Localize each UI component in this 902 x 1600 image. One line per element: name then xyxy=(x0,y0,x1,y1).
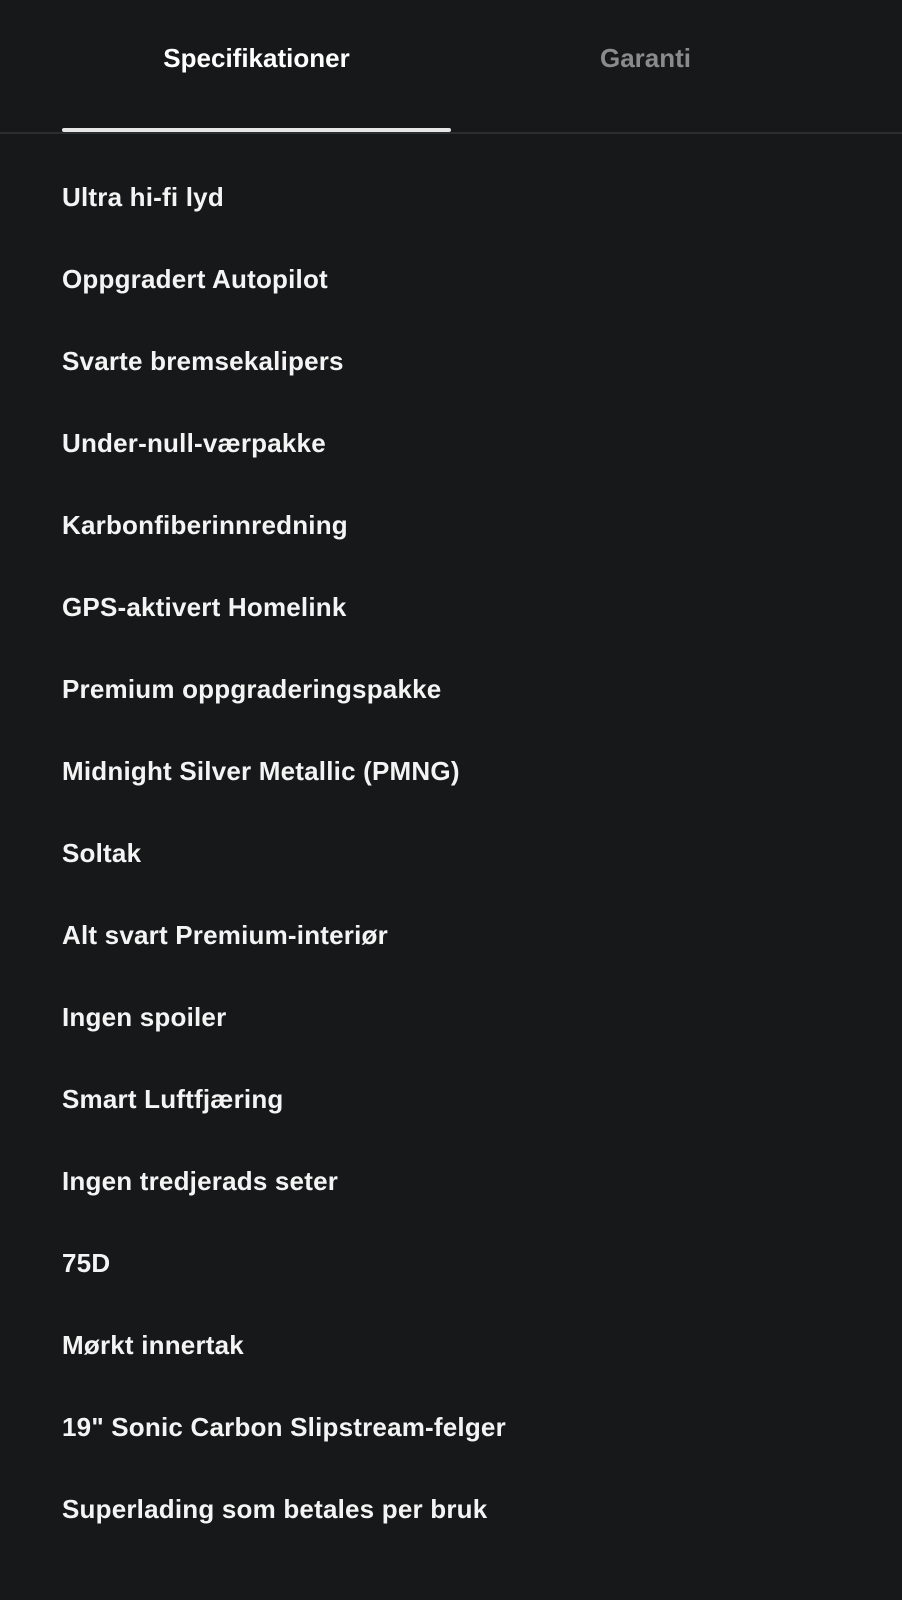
spec-item: Ingen spoiler xyxy=(62,1002,227,1032)
spec-item: Soltak xyxy=(62,838,142,868)
spec-item: Alt svart Premium-interiør xyxy=(62,920,388,950)
tab-specifications[interactable]: Specifikationer xyxy=(163,42,350,73)
spec-item: Svarte bremsekalipers xyxy=(62,346,344,376)
active-tab-indicator xyxy=(62,128,451,132)
tab-warranty[interactable]: Garanti xyxy=(599,42,692,73)
specifications-list xyxy=(62,156,842,1550)
spec-item: Midnight Silver Metallic (PMNG) xyxy=(62,756,460,786)
tab-bar xyxy=(0,0,902,134)
spec-item: Under-null-værpakke xyxy=(62,428,326,458)
spec-item: Ultra hi-fi lyd xyxy=(62,182,224,212)
spec-item: Mørkt innertak xyxy=(62,1330,244,1360)
spec-item: Superlading som betales per bruk xyxy=(62,1494,488,1524)
spec-item: 19" Sonic Carbon Slipstream-felger xyxy=(62,1412,506,1442)
spec-item: 75D xyxy=(62,1248,111,1278)
spec-item: Premium oppgraderingspakke xyxy=(62,674,442,704)
spec-item: Ingen tredjerads seter xyxy=(62,1166,339,1196)
spec-item: GPS-aktivert Homelink xyxy=(62,592,347,622)
spec-item: Oppgradert Autopilot xyxy=(62,264,328,294)
spec-item: Smart Luftfjæring xyxy=(62,1084,284,1114)
spec-item: Karbonfiberinnredning xyxy=(62,510,348,540)
